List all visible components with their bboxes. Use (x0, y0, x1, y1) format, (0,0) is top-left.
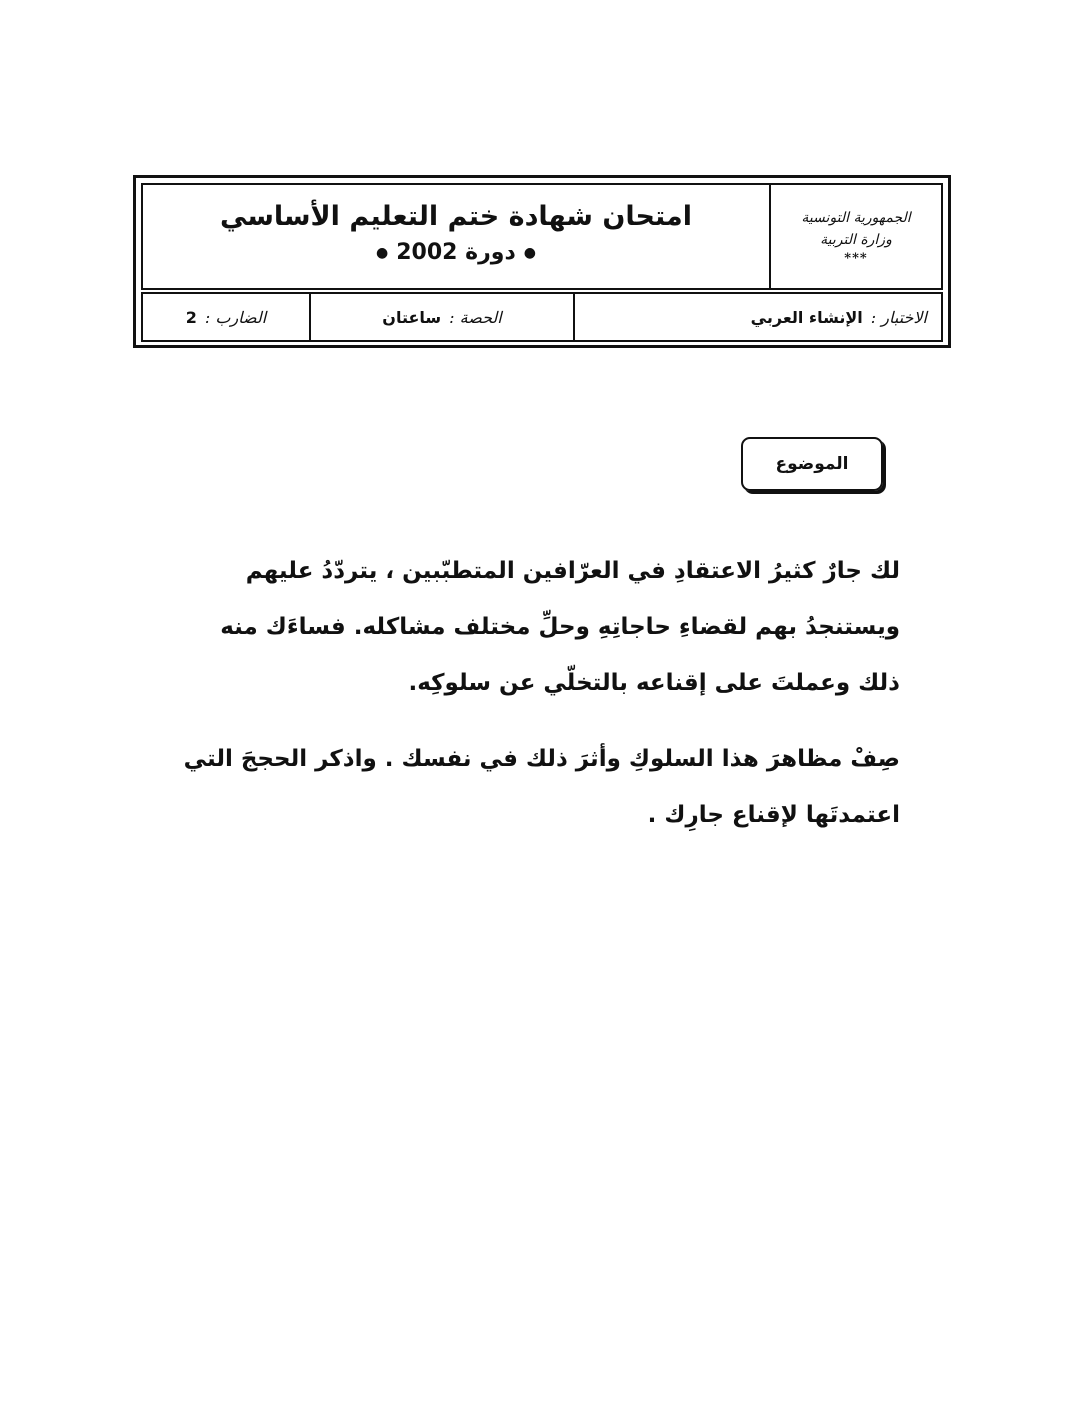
duration-label: الحصة : (449, 307, 502, 327)
duration-value: ساعتان (382, 307, 442, 327)
bullet-icon: ● (523, 245, 536, 261)
exam-label: الاختبار : (870, 307, 927, 327)
title-block (143, 185, 769, 288)
subject-text (180, 543, 900, 863)
subject-paragraph-2: صِفْ مظاهرَ هذا السلوكِ وأثرَ ذلك في نفسك . واذكر الحججَ التي اعتمدتَها لإقناع جارِك . (183, 746, 900, 828)
session-line (143, 240, 769, 265)
session-label: دورة 2002 (396, 240, 516, 265)
subject-heading: الموضوع (741, 437, 883, 491)
exam-subject-cell (573, 294, 941, 340)
coefficient-cell (143, 294, 309, 340)
header-info-row (141, 292, 943, 342)
duration-cell (309, 294, 573, 340)
exam-header (133, 175, 951, 348)
ministry-name: وزارة التربية (820, 232, 892, 249)
ministry-block (769, 185, 941, 288)
coefficient-value: 2 (185, 307, 197, 327)
republic-name: الجمهورية التونسية (801, 210, 911, 226)
exam-title: امتحان شهادة ختم التعليم الأساسي (220, 201, 692, 232)
header-top-row (141, 183, 943, 290)
ministry-ornament: *** (844, 250, 868, 266)
exam-value: الإنشاء العربي (750, 307, 863, 327)
coefficient-label: الضارب : (204, 307, 267, 327)
bullet-icon: ● (376, 245, 389, 261)
subject-paragraph-1: لك جارٌ كثيرُ الاعتقادِ في العرّافين المتطبّبين ، يتردّدُ عليهم ويستنجدُ بهم لقضاءِ حاجاتِهِ وحلِّ مختلف مشاكله. فساءَك منه ذلك وعملتَ على إقناعه بالتخلّي عن سلوكِه. (220, 558, 900, 696)
